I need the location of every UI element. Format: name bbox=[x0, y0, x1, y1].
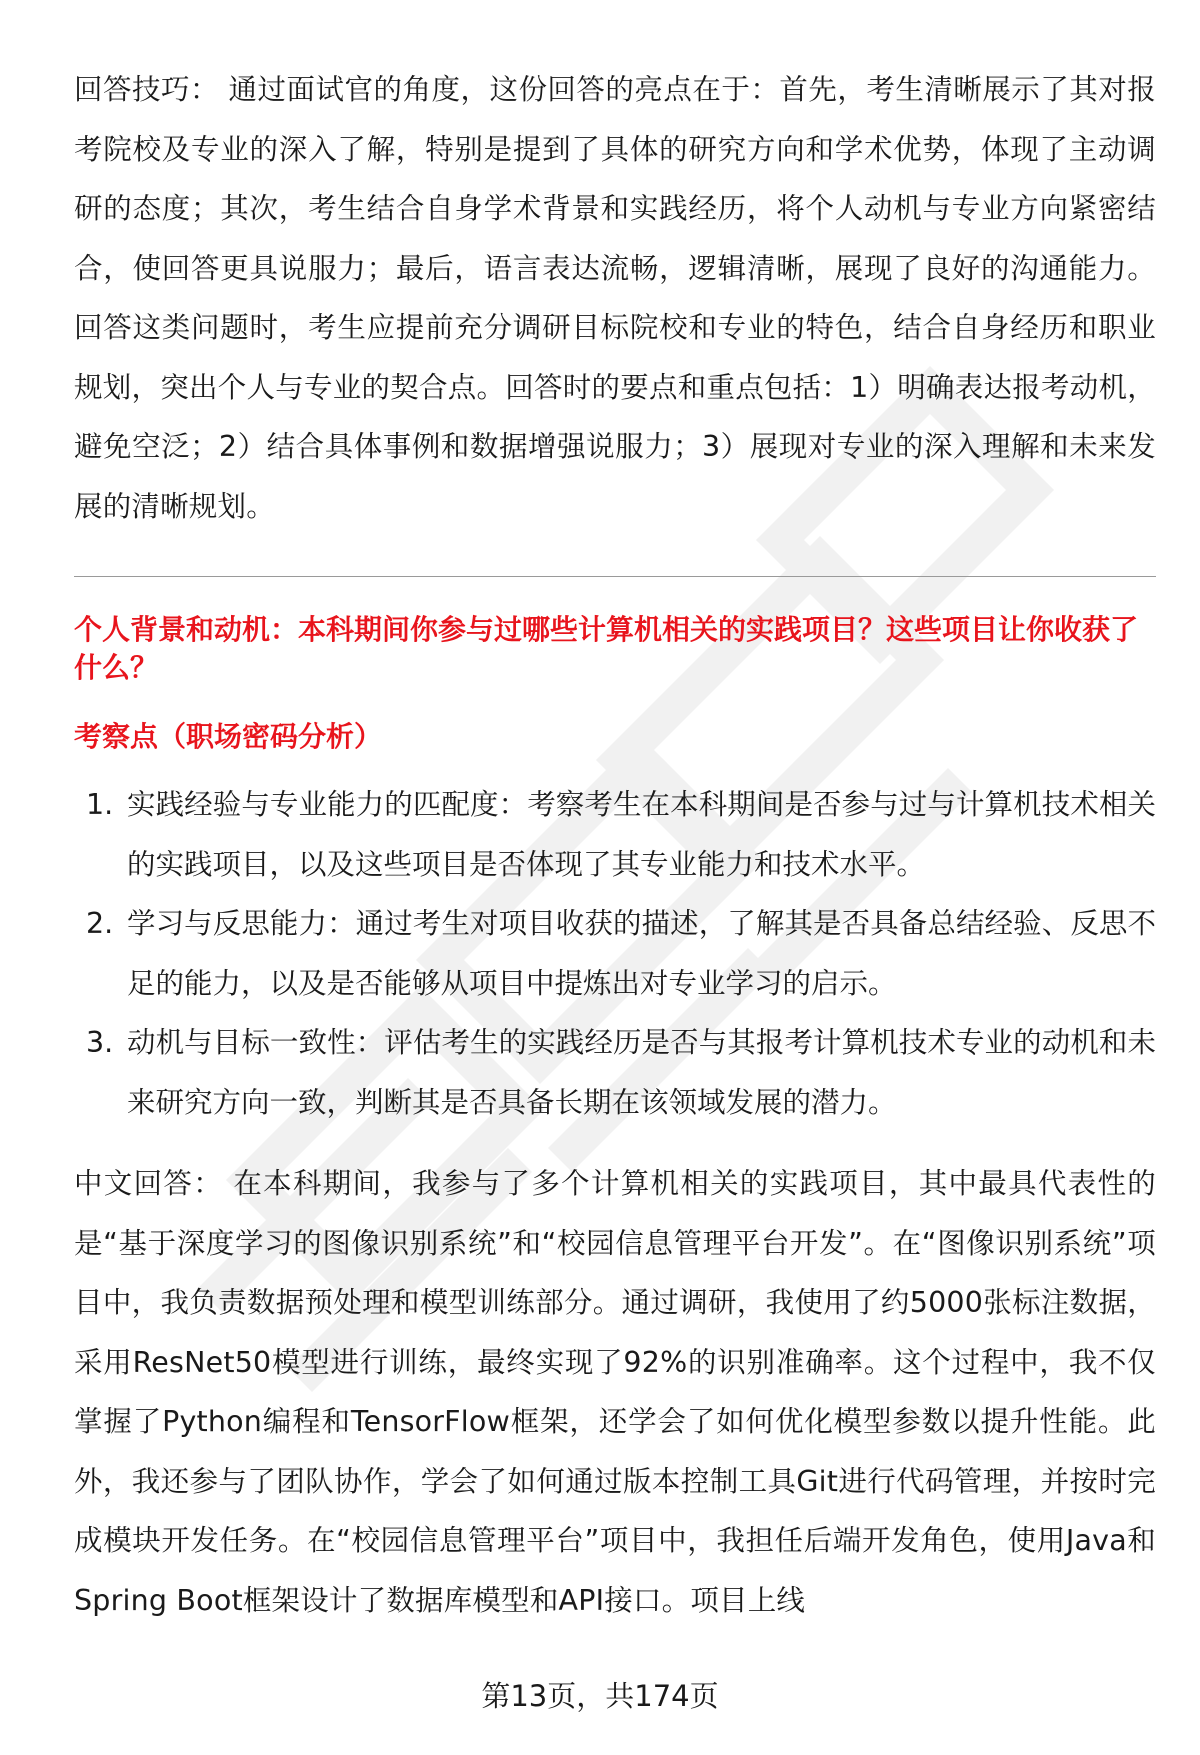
question-heading: 个人背景和动机：本科期间你参与过哪些计算机相关的实践项目？这些项目让你收获了什么？ bbox=[74, 613, 1139, 684]
list-item-text: 动机与目标一致性：评估考生的实践经历是否与其报考计算机技术专业的动机和未来研究方向一致，判断其是否具备长期在该领域发展的潜力。 bbox=[127, 1026, 1156, 1119]
answer-tip-label: 回答技巧： bbox=[74, 73, 219, 106]
document-page bbox=[74, 60, 1156, 1630]
answer-tip-text: 通过面试官的角度，这份回答的亮点在于：首先，考生清晰展示了其对报考院校及专业的深入了解，特别是提到了具体的研究方向和学术优势，体现了主动调研的态度；其次，考生结合自身学术背景和实践经历，将个人动机与专业方向紧密结合，使回答更具说服力；最后，语言表达流畅，逻辑清晰，展现了良好的沟通能力。回答这类问题时，考生应提前充分调研目标院校和专业的特色，结合自身经历和职业规划，突出个人与专业的契合点。回答时的要点和重点包括：1）明确表达报考动机，避免空泛；2）结合具体事例和数据增强说服力；3）展现对专业的深入理解和未来发展的清晰规划。 bbox=[74, 73, 1156, 523]
list-item-number: 3. bbox=[86, 1026, 114, 1059]
answer-tip-paragraph bbox=[74, 60, 1156, 536]
chinese-answer-text: 在本科期间，我参与了多个计算机相关的实践项目，其中最具代表性的是“基于深度学习的图像识别系统”和“校园信息管理平台开发”。在“图像识别系统”项目中，我负责数据预处理和模型训练部分。通过调研，我使用了约5000张标注数据，采用ResNet50模型进行训练，最终实现了92%的识别准确率。这个过程中，我不仅掌握了Python编程和TensorFlow框架，还学会了如何优化模型参数以提升性能。此外，我还参与了团队协作，学会了如何通过版本控制工具Git进行代码管理，并按时完成模块开发任务。在“校园信息管理平台”项目中，我担任后端开发角色，使用Java和Spring Boot框架设计了数据库模型和API接口。项目上线 bbox=[74, 1167, 1156, 1617]
list-item-text: 实践经验与专业能力的匹配度：考察考生在本科期间是否参与过与计算机技术相关的实践项目，以及这些项目是否体现了其专业能力和技术水平。 bbox=[127, 788, 1156, 881]
list-item-number: 2. bbox=[86, 907, 114, 940]
focus-points-list bbox=[74, 775, 1156, 1132]
chinese-answer-paragraph bbox=[74, 1154, 1156, 1630]
focus-points-heading: 考察点（职场密码分析） bbox=[74, 720, 383, 753]
section-divider bbox=[74, 576, 1156, 577]
page-number-footer: 第13页，共174页 bbox=[481, 1679, 719, 1713]
list-item-number: 1. bbox=[86, 788, 114, 821]
list-item-text: 学习与反思能力：通过考生对项目收获的描述，了解其是否具备总结经验、反思不足的能力，以及是否能够从项目中提炼出对专业学习的启示。 bbox=[127, 907, 1156, 1000]
chinese-answer-label: 中文回答： bbox=[74, 1167, 223, 1200]
list-item bbox=[74, 775, 1156, 894]
list-item bbox=[74, 894, 1156, 1013]
list-item bbox=[74, 1013, 1156, 1132]
